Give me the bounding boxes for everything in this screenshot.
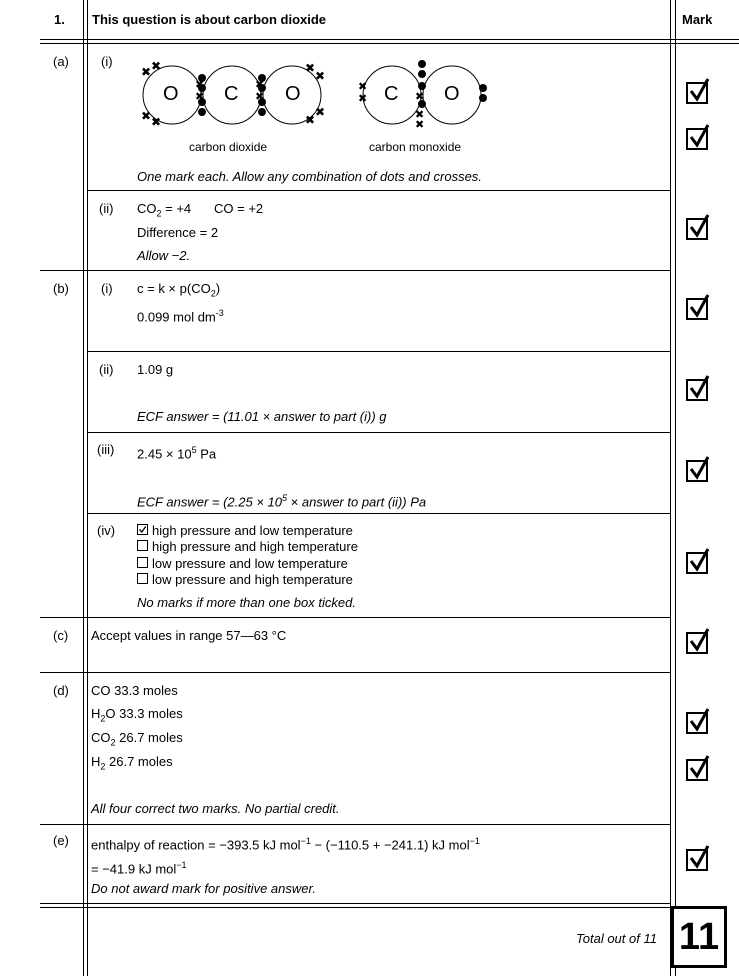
part-b-i-label: (i) — [101, 281, 113, 296]
svg-text:✖: ✖ — [141, 65, 152, 79]
mark-tick-icon — [686, 379, 708, 401]
mark-tick-icon — [686, 632, 708, 654]
co2-atom-o-right: O — [285, 83, 301, 105]
part-c-answer: Accept values in range 57—63 °C — [91, 628, 287, 643]
mark-tick-icon — [686, 759, 708, 781]
mark-tick-icon — [686, 712, 708, 734]
mark-tick-icon — [686, 298, 708, 320]
checkbox[interactable] — [137, 573, 148, 584]
checkbox[interactable] — [137, 557, 148, 568]
total-label: Total out of 11 — [576, 931, 657, 946]
checkbox-checked[interactable] — [137, 524, 148, 535]
part-d-line: $CO_2$ 26.7 moles — [91, 730, 183, 748]
caption-carbon-monoxide: carbon monoxide — [369, 140, 462, 154]
mark-tick-icon — [686, 849, 708, 871]
svg-text:✖: ✖ — [315, 69, 326, 83]
option-row: low pressure and high temperature — [137, 572, 358, 588]
part-a-ii-co-value: CO = +2 — [214, 201, 264, 216]
part-e-label: (e) — [53, 833, 69, 848]
svg-text:✖: ✖ — [415, 90, 425, 103]
part-b-iv-note: No marks if more than one box ticked. — [137, 595, 356, 610]
part-c-label: (c) — [53, 628, 69, 643]
part-b-ii-answer: 1.09 g — [137, 362, 174, 377]
caption-carbon-dioxide: carbon dioxide — [189, 140, 268, 154]
part-a-i-label: (i) — [101, 54, 113, 69]
part-d-label: (d) — [53, 683, 69, 698]
part-b-iii-answer: $2.45 \times 10^5$ Pa — [137, 445, 217, 462]
svg-text:✖: ✖ — [151, 115, 162, 128]
svg-text:✖: ✖ — [358, 92, 368, 105]
part-a-ii-label: (ii) — [99, 201, 114, 216]
part-e-equation: enthalpy of reaction = −393.5 kJ mol$^{-1}$ − (−110.5 + −241.1) kJ mol$^{-1}$ — [91, 836, 480, 853]
co-atom-c: C — [384, 83, 399, 105]
total-score-box — [671, 906, 727, 968]
svg-text:✖: ✖ — [255, 90, 265, 103]
question-number: 1. — [54, 12, 65, 27]
part-a-i-note: One mark each. Allow any combination of dots and crosses. — [137, 169, 482, 184]
part-d-line: $H_2$ 26.7 moles — [91, 754, 173, 772]
svg-text:✖: ✖ — [315, 105, 326, 119]
part-b-ii-note: ECF answer = (11.01 × answer to part (i)) g — [137, 409, 387, 424]
mark-tick-icon — [686, 460, 708, 482]
svg-text:✖: ✖ — [195, 78, 205, 91]
co2-atom-o-left: O — [163, 83, 179, 105]
total-score: 11 — [678, 916, 720, 958]
svg-text:✖: ✖ — [141, 109, 152, 123]
svg-text:✖: ✖ — [305, 113, 316, 127]
part-b-iii-label: (iii) — [97, 442, 115, 457]
svg-text:✖: ✖ — [305, 61, 316, 75]
part-b-iii-note: ECF answer = ($2.25 \times 10^5$ × answer to part (ii)) Pa — [137, 493, 427, 510]
part-d-line: $H_2O$ 33.3 moles — [91, 706, 183, 724]
co2-atom-c: C — [224, 83, 239, 105]
svg-text:✖: ✖ — [415, 108, 425, 121]
part-e-answer: = −41.9 kJ mol$^{-1}$ — [91, 860, 187, 877]
part-b-iv-options — [137, 523, 358, 588]
svg-text:✖: ✖ — [415, 118, 425, 128]
part-e-note: Do not award mark for positive answer. — [91, 881, 316, 896]
mark-tick-icon — [686, 128, 708, 150]
mark-tick-icon — [686, 82, 708, 104]
part-a-ii-difference: Difference = 2 — [137, 225, 219, 240]
part-b-i-equation: $c = k \times p(CO_2)$ — [137, 281, 221, 299]
part-a-ii-co2-value: $CO_2 = +4$ — [137, 201, 192, 219]
option-row: low pressure and low temperature — [137, 556, 358, 572]
mark-tick-icon — [686, 218, 708, 240]
svg-text:✖: ✖ — [195, 90, 205, 103]
svg-text:✖: ✖ — [255, 78, 265, 91]
part-b-iv-label: (iv) — [97, 523, 116, 538]
part-d-note: All four correct two marks. No partial credit. — [91, 801, 340, 816]
svg-text:✖: ✖ — [358, 80, 368, 93]
svg-text:✖: ✖ — [151, 59, 162, 73]
co-atom-o: O — [444, 83, 460, 105]
part-a-label: (a) — [53, 54, 69, 69]
option-row: high pressure and low temperature — [137, 523, 358, 539]
mark-tick-icon — [686, 552, 708, 574]
part-a-ii-note: Allow −2. — [137, 248, 191, 263]
mark-column-header: Mark — [682, 12, 713, 27]
question-title: This question is about carbon dioxide — [92, 12, 327, 27]
part-b-ii-label: (ii) — [99, 362, 114, 377]
part-d-line: CO 33.3 moles — [91, 683, 178, 698]
option-row: high pressure and high temperature — [137, 539, 358, 555]
checkbox[interactable] — [137, 540, 148, 551]
part-b-label: (b) — [53, 281, 69, 296]
part-b-i-answer: 0.099 mol $dm^{-3}$ — [137, 308, 224, 325]
